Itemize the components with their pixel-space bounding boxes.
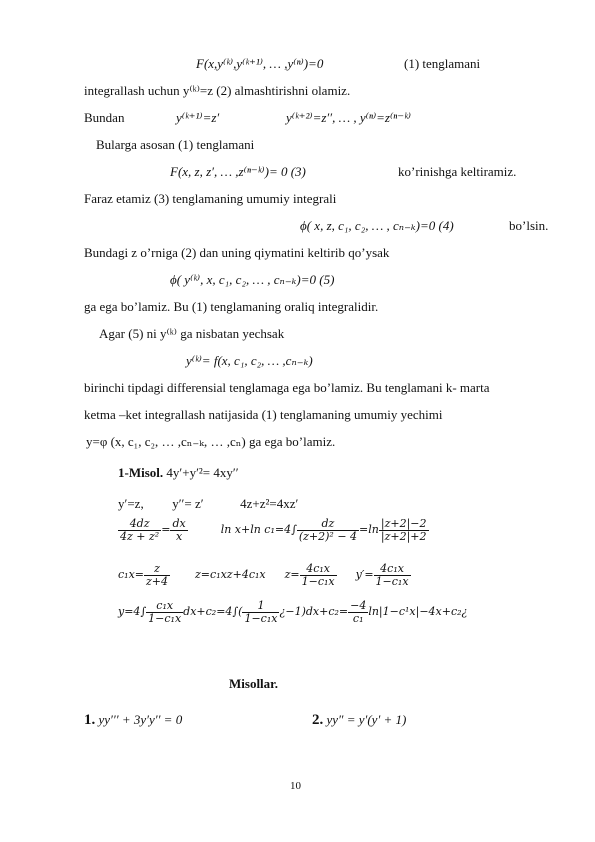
text-line: y=φ (x, c₁, c₂, … ,cₙ₋ₖ, … ,cₙ) ga ega bo’lamiz. <box>86 434 336 449</box>
text-line: ga ega bo’lamiz. Bu (1) tenglamaning oraliq integralidir. <box>84 299 379 314</box>
formula-integrate-y: y=4∫ $\frac{\text{c₁x}}{\text{1−c₁x}}$ dx+c₂=4∫( $\frac{1}{\text{1−c₁x}}$ ¿−1)dx+c₂= $\frac{-4}{\text{c₁}}$ ln|1−c¹x|−4x+c₂¿ <box>118 599 468 625</box>
text-line: Bundan <box>84 110 125 125</box>
example-header <box>118 465 239 481</box>
formula-separation: $\frac{4dz}{\text{4z + z²}}$ = $\frac{dx}{x}$ ln x+ln c₁=4∫ $\frac{dz}{\text{(z+2)² − 4}}$ =ln $\frac{|z+2|-2}{|z+2|+2}$ <box>120 517 427 543</box>
text-line: Faraz etamiz (3) tenglamaning umumiy integrali <box>84 191 337 206</box>
fraction: $\frac{\text{4c₁x}}{\text{1−c₁x}}$ <box>301 562 335 588</box>
text-line: F(x,y⁽ᵏ⁾,y⁽ᵏ⁺¹⁾, … ,y⁽ⁿ⁾)=0 <box>196 56 324 71</box>
section-title: Misollar. <box>229 676 278 691</box>
exercise-equation: yy′′′ + 3y′y′′ = 0 <box>98 712 183 727</box>
fraction: $\frac{\text{4c₁x}}{\text{1−c₁x}}$ <box>375 562 409 588</box>
text-line: y⁽ᵏ⁺¹⁾=z′ <box>176 110 220 125</box>
subst-1: y′=z, <box>118 496 144 511</box>
text-line: bo’lsin. <box>509 218 549 233</box>
subst-3: 4z+z²=4xz′ <box>240 496 299 511</box>
exercise-label: 2. <box>312 712 324 728</box>
example-title: 1-Misol. <box>118 465 164 480</box>
fraction: $\frac{\text{c₁x}}{\text{1−c₁x}}$ <box>148 599 182 625</box>
fraction: $\frac{z}{z+4}$ <box>146 562 169 588</box>
fraction: $\frac{4dz}{\text{4z + z²}}$ <box>120 517 160 543</box>
text-line: (1) tenglamani <box>404 56 481 71</box>
fraction: $\frac{-4}{\text{c₁}}$ <box>350 599 367 625</box>
example-substitution <box>118 496 298 512</box>
example-equation: 4y′+y′²= 4xy′′ <box>166 465 239 480</box>
fraction: $\frac{|z+2|-2}{|z+2|+2}$ <box>380 517 427 543</box>
text-line: birinchi tipdagi differensial tenglamaga ega bo’lamiz. Bu tenglamani k- marta <box>84 380 490 395</box>
text-line: y⁽ᵏ⁾= f(x, c₁, c₂, … ,cₙ₋ₖ) <box>186 353 313 368</box>
formula-solve-z: c₁x= $\frac{z}{z+4}$ z=c₁xz+4c₁x z= $\frac{\text{4c₁x}}{\text{1−c₁x}}$ y′= $\frac{\text{4c₁x}}{\text{1−c₁x}}$ <box>118 562 409 588</box>
exercise-label: 1. <box>84 712 96 728</box>
text-line: Bundagi z o’rniga (2) dan uning qiymatini keltirib qo’ysak <box>84 245 390 260</box>
text-line: ketma –ket integrallash natijasida (1) tenglamaning umumiy yechimi <box>84 407 443 422</box>
text-line: y⁽ᵏ⁺²⁾=z′′, … , y⁽ⁿ⁾=z⁽ⁿ⁻ᵏ⁾ <box>286 110 411 125</box>
page-number: 10 <box>290 780 301 792</box>
subst-2: y′′= z′ <box>172 496 204 511</box>
text-line: ϕ( x, z, c₁, c₂, … , cₙ₋ₖ)=0 (4) <box>300 218 454 233</box>
text-line: ϕ( y⁽ᵏ⁾, x, c₁, c₂, … , cₙ₋ₖ)=0 (5) <box>170 272 335 287</box>
text-line: Agar (5) ni y⁽ᵏ⁾ ga nisbatan yechsak <box>99 326 285 341</box>
exercise-equation: yy″ = y′(y′ + 1) <box>326 712 407 727</box>
text-line: ko’rinishga keltiramiz. <box>398 164 517 179</box>
fraction: $\frac{1}{\text{1−c₁x}}$ <box>244 599 278 625</box>
fraction: $\frac{dx}{x}$ <box>172 517 186 543</box>
exercise-2 <box>312 712 406 729</box>
exercise-1 <box>84 712 182 729</box>
text-line: integrallash uchun y⁽ᵏ⁾=z (2) almashtirishni olamiz. <box>84 83 351 98</box>
fraction: $\frac{dz}{\text{(z+2)² − 4}}$ <box>298 517 358 543</box>
text-line: F(x, z, z′, … ,z⁽ⁿ⁻ᵏ⁾)= 0 (3) <box>170 164 306 179</box>
text-line: Bularga asosan (1) tenglamani <box>96 137 255 152</box>
